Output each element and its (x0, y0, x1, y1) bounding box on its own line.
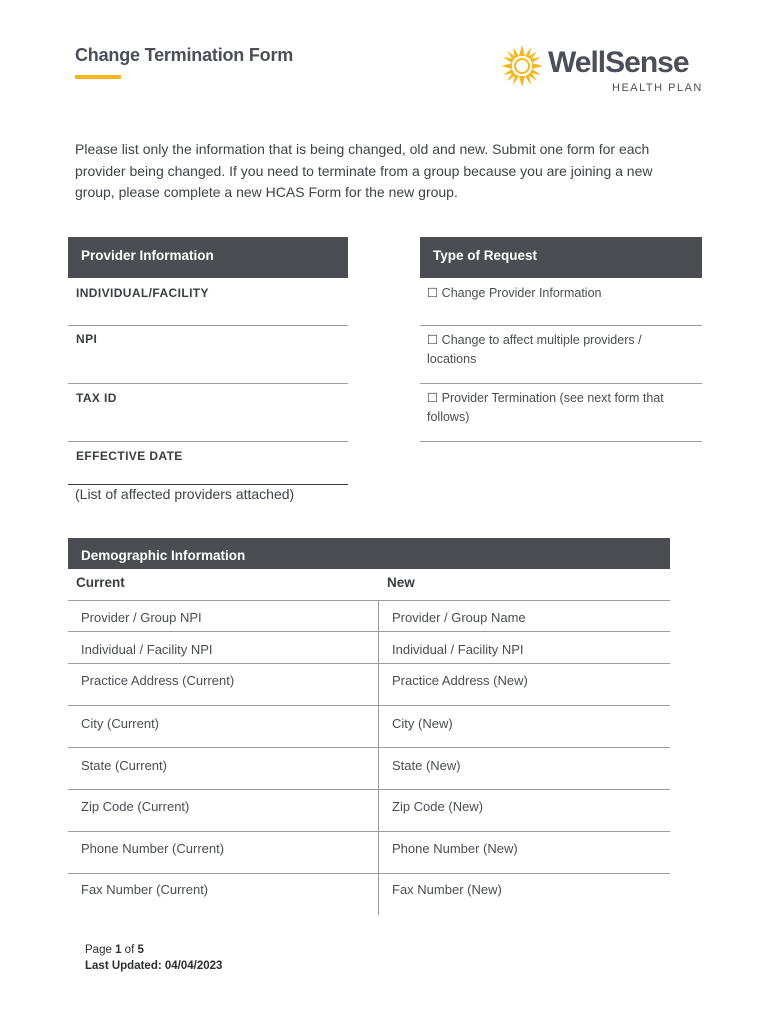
individual-facility-label: INDIVIDUAL/FACILITY (76, 286, 209, 300)
title-underline (75, 75, 121, 79)
page-indicator (85, 942, 222, 958)
last-updated (85, 958, 222, 974)
new-group-name[interactable]: Provider / Group Name (392, 610, 526, 625)
page-title: Change Termination Form (75, 45, 294, 65)
current-state[interactable]: State (Current) (81, 758, 167, 773)
request-option-termination[interactable]: ☐ Provider Termination (see next form that follows) (427, 391, 664, 424)
table-row-divider (68, 873, 670, 874)
effective-date-label: EFFECTIVE DATE (76, 449, 183, 463)
attached-providers-note: (List of affected providers attached) (75, 486, 295, 502)
intro-text: Please list only the information that is being changed, old and new. Submit one form for each provider being changed. If you need to terminate from a group because you are joining a new group, please complete a new HCAS Form for the new group. (75, 141, 653, 200)
sun-icon (500, 44, 544, 88)
request-option-multiple-providers[interactable]: ☐ Change to affect multiple providers / locations (427, 333, 642, 366)
new-fax-number[interactable]: Fax Number (New) (392, 882, 502, 897)
wellsense-logo (500, 42, 710, 98)
demographic-info-header (68, 538, 670, 569)
npi-label: NPI (76, 332, 98, 346)
type-of-request-header (420, 237, 702, 278)
current-zip-code[interactable]: Zip Code (Current) (81, 799, 190, 814)
logo-wordmark: WellSense (548, 46, 689, 79)
current-facility-npi[interactable]: Individual / Facility NPI (81, 642, 213, 657)
logo-subtitle: HEALTH PLAN (612, 82, 703, 94)
demographic-info-heading: Demographic Information (81, 548, 246, 563)
divider (420, 383, 702, 384)
current-city[interactable]: City (Current) (81, 716, 160, 731)
divider (420, 325, 702, 326)
tax-id-field[interactable] (68, 441, 348, 442)
provider-info-heading: Provider Information (81, 248, 214, 263)
table-row-divider (68, 705, 670, 706)
table-row-divider (68, 789, 670, 790)
column-separator (378, 600, 379, 915)
npi-field[interactable] (68, 383, 348, 384)
current-fax-number[interactable]: Fax Number (Current) (81, 882, 209, 897)
new-state[interactable]: State (New) (392, 758, 461, 773)
provider-info-header (68, 237, 348, 278)
current-phone-number[interactable]: Phone Number (Current) (81, 841, 225, 856)
divider (420, 441, 702, 442)
last-updated-text: Last Updated: 04/04/2023 (85, 960, 223, 972)
column-header-new: New (387, 575, 415, 590)
current-group-npi[interactable]: Provider / Group NPI (81, 610, 202, 625)
column-header-current: Current (76, 575, 125, 590)
type-of-request-heading: Type of Request (433, 248, 538, 263)
page-prefix: Page (85, 944, 112, 956)
new-practice-address[interactable]: Practice Address (New) (392, 673, 528, 688)
tax-id-label: TAX ID (76, 391, 117, 405)
page-total: 5 (137, 944, 144, 956)
new-city[interactable]: City (New) (392, 716, 453, 731)
table-row-divider (68, 831, 670, 832)
table-row-divider (68, 631, 670, 632)
page-of: of (124, 944, 135, 956)
request-option-change-info[interactable]: ☐ Change Provider Information (427, 286, 602, 300)
table-row-divider (68, 663, 670, 664)
effective-date-field[interactable] (68, 484, 348, 485)
divider (68, 600, 670, 601)
new-phone-number[interactable]: Phone Number (New) (392, 841, 518, 856)
page-current: 1 (115, 944, 122, 956)
new-zip-code[interactable]: Zip Code (New) (392, 799, 484, 814)
table-row-divider (68, 747, 670, 748)
current-practice-address[interactable]: Practice Address (Current) (81, 673, 235, 688)
page-footer (85, 942, 222, 974)
individual-facility-field[interactable] (68, 325, 348, 326)
new-facility-npi[interactable]: Individual / Facility NPI (392, 642, 524, 657)
